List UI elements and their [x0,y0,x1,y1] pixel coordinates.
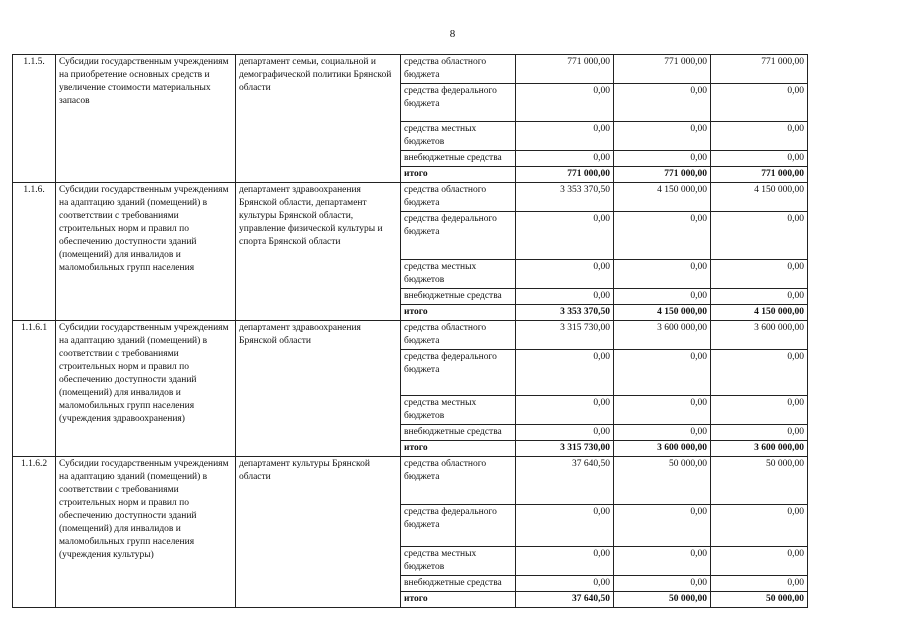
amount-year-3: 0,00 [711,505,808,547]
amount-year-2: 4 150 000,00 [614,183,711,212]
funding-source-label: средства местных бюджетов [401,547,516,576]
funding-source-label: средства местных бюджетов [401,396,516,425]
funding-source-label: внебюджетные средства [401,289,516,305]
funding-source-label: внебюджетные средства [401,425,516,441]
amount-year-1: 37 640,50 [516,592,614,608]
amount-year-2: 0,00 [614,547,711,576]
amount-year-2: 50 000,00 [614,457,711,505]
funding-source-label: средства областного бюджета [401,55,516,84]
amount-year-3: 771 000,00 [711,167,808,183]
amount-year-3: 50 000,00 [711,457,808,505]
funding-source-label: средства областного бюджета [401,321,516,350]
amount-year-2: 0,00 [614,289,711,305]
table-row [13,321,808,350]
funding-source-label: средства местных бюджетов [401,260,516,289]
amount-year-3: 4 150 000,00 [711,305,808,321]
amount-year-1: 0,00 [516,84,614,122]
table-row [13,55,808,84]
funding-source-label: средства федерального бюджета [401,212,516,260]
amount-year-1: 0,00 [516,122,614,151]
amount-year-1: 3 353 370,50 [516,305,614,321]
amount-year-3: 4 150 000,00 [711,183,808,212]
funding-source-label: средства федерального бюджета [401,84,516,122]
funding-source-label: внебюджетные средства [401,576,516,592]
amount-year-1: 771 000,00 [516,55,614,84]
amount-year-1: 3 315 730,00 [516,441,614,457]
amount-year-1: 0,00 [516,547,614,576]
funding-source-label: средства областного бюджета [401,183,516,212]
amount-year-3: 0,00 [711,576,808,592]
funding-source-label: итого [401,592,516,608]
amount-year-1: 0,00 [516,505,614,547]
amount-year-2: 0,00 [614,396,711,425]
amount-year-3: 0,00 [711,396,808,425]
amount-year-3: 0,00 [711,151,808,167]
amount-year-3: 0,00 [711,260,808,289]
funding-source-label: внебюджетные средства [401,151,516,167]
item-code: 1.1.6.1 [13,321,56,457]
item-code: 1.1.6.2 [13,457,56,608]
amount-year-1: 3 315 730,00 [516,321,614,350]
amount-year-3: 0,00 [711,122,808,151]
amount-year-2: 0,00 [614,576,711,592]
funding-source-label: итого [401,167,516,183]
amount-year-2: 3 600 000,00 [614,441,711,457]
item-code: 1.1.5. [13,55,56,183]
table-row [13,457,808,505]
amount-year-3: 50 000,00 [711,592,808,608]
responsible-department: департамент культуры Брянской области [236,457,401,608]
item-name: Субсидии государственным учреждениям на приобретение основных средств и увеличение стоимости материальных запасов [56,55,236,183]
responsible-department: департамент семьи, социальной и демографической политики Брянской области [236,55,401,183]
amount-year-1: 0,00 [516,212,614,260]
amount-year-2: 0,00 [614,350,711,396]
amount-year-1: 0,00 [516,396,614,425]
funding-source-label: средства местных бюджетов [401,122,516,151]
funding-source-label: итого [401,441,516,457]
amount-year-3: 0,00 [711,289,808,305]
amount-year-1: 0,00 [516,151,614,167]
responsible-department: департамент здравоохранения Брянской области [236,321,401,457]
amount-year-1: 0,00 [516,350,614,396]
responsible-department: департамент здравоохранения Брянской области, департамент культуры Брянской области, управление физической культуры и спорта Брянской области [236,183,401,321]
amount-year-1: 0,00 [516,289,614,305]
amount-year-3: 0,00 [711,84,808,122]
item-name: Субсидии государственным учреждениям на адаптацию зданий (помещений) в соответствии с требованиями строительных норм и правил по обеспечению доступности зданий (помещений) для инвалидов и маломобильных групп населения (учреждения здравоохранения) [56,321,236,457]
amount-year-2: 3 600 000,00 [614,321,711,350]
amount-year-3: 771 000,00 [711,55,808,84]
funding-source-label: средства федерального бюджета [401,505,516,547]
amount-year-2: 0,00 [614,151,711,167]
funding-source-label: средства федерального бюджета [401,350,516,396]
item-code: 1.1.6. [13,183,56,321]
funding-source-label: средства областного бюджета [401,457,516,505]
amount-year-1: 0,00 [516,425,614,441]
funding-source-label: итого [401,305,516,321]
table-row [13,183,808,212]
amount-year-2: 0,00 [614,425,711,441]
amount-year-2: 771 000,00 [614,167,711,183]
amount-year-3: 0,00 [711,425,808,441]
amount-year-3: 3 600 000,00 [711,441,808,457]
amount-year-2: 4 150 000,00 [614,305,711,321]
amount-year-2: 771 000,00 [614,55,711,84]
amount-year-2: 0,00 [614,260,711,289]
amount-year-1: 3 353 370,50 [516,183,614,212]
item-name: Субсидии государственным учреждениям на адаптацию зданий (помещений) в соответствии с требованиями строительных норм и правил по обеспечению доступности зданий (помещений) для инвалидов и маломобильных групп населения (учреждения культуры) [56,457,236,608]
amount-year-3: 0,00 [711,350,808,396]
amount-year-1: 771 000,00 [516,167,614,183]
amount-year-2: 0,00 [614,505,711,547]
amount-year-2: 0,00 [614,84,711,122]
budget-table [12,54,808,608]
amount-year-3: 0,00 [711,547,808,576]
amount-year-3: 3 600 000,00 [711,321,808,350]
amount-year-2: 0,00 [614,122,711,151]
amount-year-1: 37 640,50 [516,457,614,505]
amount-year-1: 0,00 [516,576,614,592]
amount-year-2: 0,00 [614,212,711,260]
amount-year-2: 50 000,00 [614,592,711,608]
page-number: 8 [449,28,456,40]
item-name: Субсидии государственным учреждениям на адаптацию зданий (помещений) в соответствии с требованиями строительных норм и правил по обеспечению доступности зданий (помещений) для инвалидов и маломобильных групп населения [56,183,236,321]
amount-year-1: 0,00 [516,260,614,289]
amount-year-3: 0,00 [711,212,808,260]
